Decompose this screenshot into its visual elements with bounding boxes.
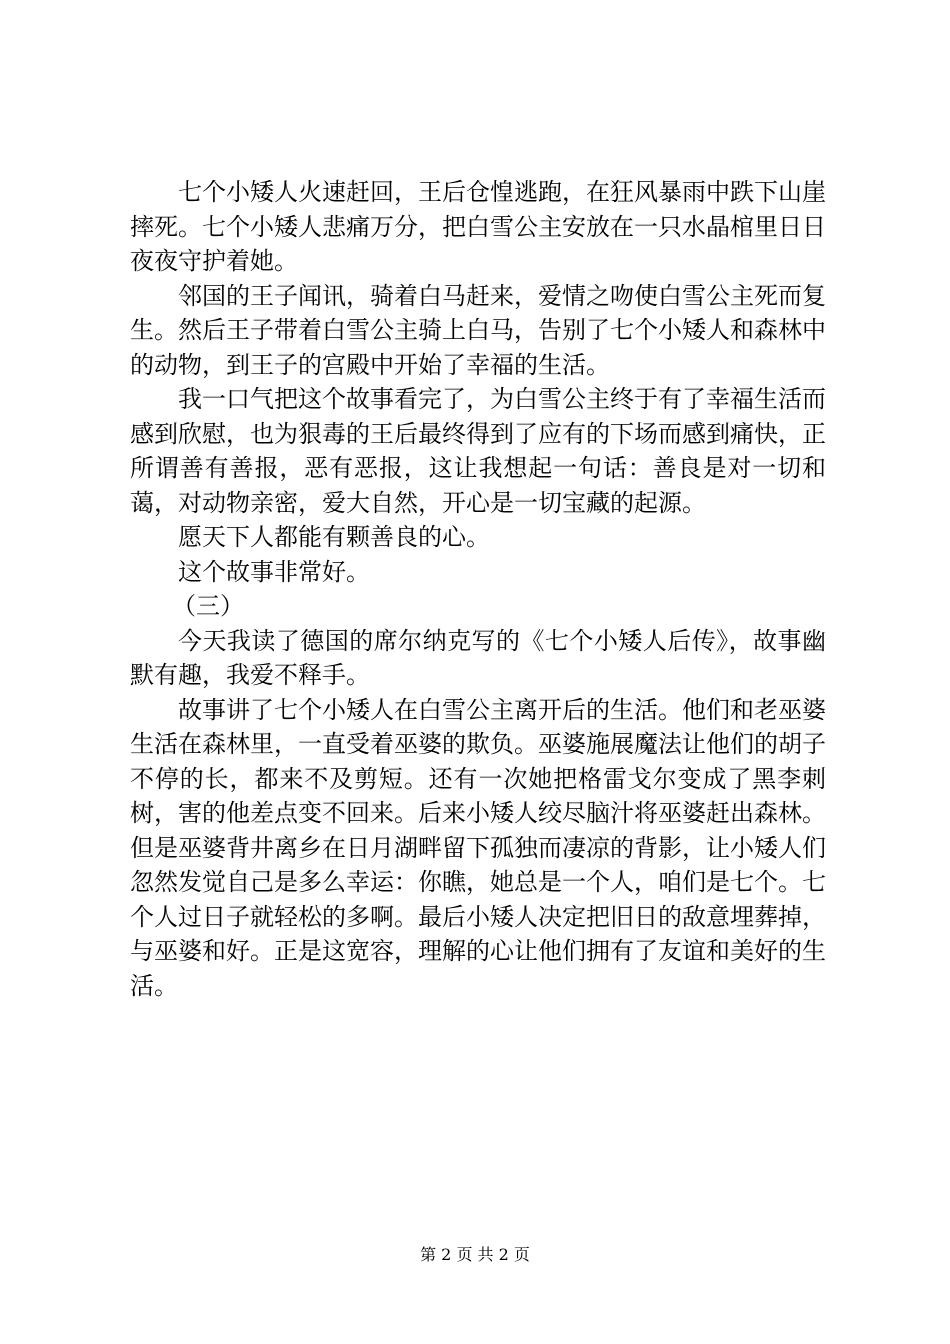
- paragraph-verdict: 这个故事非常好。: [178, 557, 370, 586]
- paragraph-wish: 愿天下人都能有颗善良的心。: [178, 523, 490, 551]
- paragraph-book-intro: 今天我读了德国的席尔纳克写的《七个小矮人后传》，故事幽默有趣，我爱不释手。: [130, 626, 826, 689]
- paragraph-story-summary: 故事讲了七个小矮人在白雪公主离开后的生活。他们和老巫婆生活在森林里，一直受着巫婆的欺负。巫婆施展魔法让他们的胡子不停的长，都来不及剪短。还有一次她把格雷戈尔变成了黑李刺树，害的他差点变不回来。后来小矮人绞尽脑汁将巫婆赶出森林。但是巫婆背井离乡在日月湖畔留下孤独而凄凉的背影，让小矮人们忽然发觉自己是多么幸运：你瞧，她总是一个人，咱们是七个。七个人过日子就轻松的多啊。最后小矮人决定把旧日的敌意埋葬掉，与巫婆和好。正是这宽容，理解的心让他们拥有了友谊和美好的生活。: [130, 695, 826, 1000]
- section-heading-three: （三）: [172, 592, 244, 620]
- document-body: [130, 175, 826, 1003]
- paragraph-reflection: 我一口气把这个故事看完了，为白雪公主终于有了幸福生活而感到欣慰，也为狠毒的王后最终得到了应有的下场而感到痛快，正所谓善有善报，恶有恶报，这让我想起一句话：善良是对一切和蔼，对动物亲密，爱大自然，开心是一切宝藏的起源。: [130, 385, 826, 517]
- paragraph-dwarfs-return: 七个小矮人火速赶回，王后仓惶逃跑，在狂风暴雨中跌下山崖摔死。七个小矮人悲痛万分，把白雪公主安放在一只水晶棺里日日夜夜守护着她。: [130, 178, 826, 275]
- page-footer: 第 2 页 共 2 页: [420, 1245, 530, 1264]
- paragraph-prince-arrives: 邻国的王子闻讯，骑着白马赶来，爱情之吻使白雪公主死而复生。然后王子带着白雪公主骑上白马，告别了七个小矮人和森林中的动物，到王子的宫殿中开始了幸福的生活。: [130, 281, 826, 379]
